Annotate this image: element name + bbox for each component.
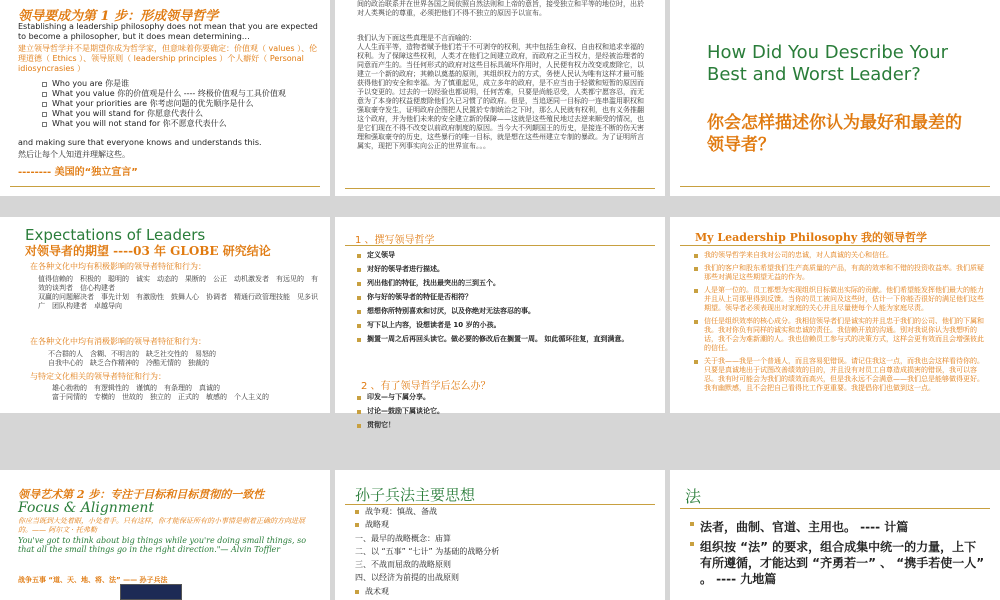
- list-item: What you will stand for 你愿意代表什么: [40, 109, 325, 119]
- slide-expectations-of-leaders: [0, 217, 330, 413]
- strategy-line: 四、以经济为前提的出战原则: [355, 573, 459, 582]
- list-item: 法者，曲制、官道、主用也。 ---- 计篇: [688, 519, 988, 535]
- header-rule: [345, 504, 655, 505]
- list-item: 讨论—鼓励下属谈论它。: [355, 407, 650, 416]
- list-item: 我的领导哲学来自我对公司的忠诚，对人真诚的关心和信任。: [692, 251, 987, 260]
- specific-traits: 雄心勃勃的 有逻辑性的 谨慎的 有条理的 真诚的 富于同情的 专横的 世故的 独立的 正式的 敏感的 个人主义的: [52, 384, 269, 401]
- slide-focus-alignment: [0, 470, 330, 600]
- section-write: 1 、撰写领导哲学: [355, 235, 435, 246]
- slide-my-leadership-philosophy: [670, 217, 1000, 413]
- footer-declaration: -------- 美国的“独立宣言”: [18, 167, 138, 178]
- after-steps-list: [355, 393, 650, 430]
- slide-fa-law: [670, 470, 1000, 600]
- law-list: [688, 519, 988, 587]
- declaration-para-1: 间的政治联系并在世界各国之间依照自然法则和上帝的意旨，接受独立和平等的地位时，出於对人类舆论的尊重，必须把他们不得不独立的原因予以宣布。: [357, 0, 644, 17]
- slide-title: 领导要成为第 1 步：形成领导哲学: [18, 9, 219, 24]
- slide-title: 孙子兵法主要思想: [355, 486, 476, 504]
- section-specific: 与特定文化相关的领导者特征和行为：: [30, 372, 166, 381]
- strategy-line: 三、不战而屈敌的战略原则: [355, 560, 451, 569]
- slide-subtitle: Focus & Alignment: [18, 500, 155, 516]
- footer-rule: [680, 186, 990, 187]
- strategy-lines: [355, 534, 655, 583]
- list-item: 你与好的领导者的特征是否相符？: [355, 293, 650, 302]
- list-item: What you value 你的价值观是什么 ---- 终极价值观与工具价值观: [40, 89, 325, 99]
- strategy-line: 一、最早的战略概念：庙算: [355, 534, 451, 543]
- tactics-list: [353, 587, 653, 597]
- closing-en: and making sure that everyone knows and understands this.: [18, 138, 262, 147]
- list-item: 想想你所特别喜欢和讨厌，以及你绝对无法容忍的事。: [355, 307, 650, 316]
- slide-title: 法: [685, 487, 702, 506]
- footer-rule: [345, 188, 655, 189]
- list-item: 战略观: [353, 520, 653, 530]
- thoughts-list: [353, 507, 653, 533]
- slide-title: My Leadership Philosophy 我的领导哲学: [695, 231, 928, 244]
- list-item: 搁置一周之后再回头读它。做必要的修改后在搁置一周。 如此循环往复，直到满意。: [355, 335, 650, 344]
- section-negative: 在各种文化中均有消极影响的领导者特征和行为：: [30, 337, 206, 346]
- declaration-para-2: 我们认为下面这些真理是不言而喻的： 人人生而平等，造物者赋予他们若干不可剥夺的权利，其中包括生命权、自由权和追求幸福的权利。为了保障这些权利，人类才在他们之间建立政府，而政府之正当权力，是经被治理者的同意而产生的。当任何形式的政府对这些目标具破坏作用时，人民便有权力改变或废除它，以建立一个新的政府；其赖以奠基的原则，其组织权力的方式，务使人民认为唯有这样才最可能获得他们的安全和幸福。为了慎重起见，成立多年的政府，是不应当由于轻微和短暂的原因而予以变更的。过去的一切经验也都说明，任何苦难，只要是尚能忍受，人类都宁愿容忍，而无意为了本身的权益便废除他们久已习惯了的政府。但是，当追逐同一目标的一连串滥用职权和强取豪夺发生，证明政府企图把人民置於专制统治之下时，那么人民就有权利，也有义务推翻这个政府，并为他们未来的安全建立新的保障——这就是这些殖民地过去逆来顺受的情况，也是它们现在不得不改变以前政府制度的原因。当今大不列颠国王的历史，是接连不断的伤天害理和强取豪夺的历史，这些暴行的唯一目标，就是想在这些州建立专制的暴政。为了证明所言属实，现把下列事实向公正的世界宣布。。。: [357, 34, 644, 150]
- list-item: What you will not stand for 你不愿意代表什么: [40, 119, 325, 129]
- footer-rule: [10, 186, 320, 187]
- list-item: 组织按 “法” 的要求，组合成集中统一的力量，上下有所遵循，才能达到 “齐勇若一” 、 “携手若使一人” 。 ---- 九地篇: [688, 539, 988, 587]
- list-item: 信任是组织效率的核心成分。我相信领导者们是诚实的并且忠于我们的公司、他们的下属和我。我对你负有同样的诚实和忠诚的责任。我信赖开放的沟通。别对我说你认为我想听的话，我不会为难新潮的人。我也信赖员工参与式的决策方式，这样会更有效而且会增强彼此的信任。: [692, 317, 987, 353]
- slide-sunzi-thoughts: [335, 470, 665, 600]
- list-item: 列出他们的特征，找出最突出的三到五个。: [355, 279, 650, 288]
- negative-traits: 不合群的人 含糊、不明言的 缺乏社交性的 易怒的 自我中心的 缺乏合作精神的 冷酷无情的 独裁的: [48, 350, 216, 367]
- list-item: 我们的客户和股东希望我们生产高质量的产品，有高的效率和不错的投资收益率。我们质疑那些对满足这些期望无益的作为。: [692, 264, 987, 282]
- list-item: 印发—与下属分享。: [355, 393, 650, 402]
- philosophy-list: [40, 79, 325, 129]
- slide-title-en: Expectations of Leaders: [25, 226, 206, 244]
- header-rule: [680, 508, 990, 509]
- slide-declaration-text: [335, 0, 665, 196]
- intro-en: Establishing a leadership philosophy does not mean that you are expected to become a philosopher, but it does mean determining…: [18, 22, 318, 41]
- positive-traits: 值得信赖的 积极的 聪明的 诚实 动态的 果断的 公正 动机激发者 有远见的 有效的谈判者 信心构建者 双赢的问题解决者 事先计划 有激励性 鼓舞人心 协调者 精通行政管理技能 见多识广 团队构建者 卓越导向: [38, 275, 318, 310]
- list-item: 写下以上内容，设想读者是 10 岁的小孩。: [355, 321, 650, 330]
- slide-title-cn: 你会怎样描述你认为最好和最差的领导者？: [707, 113, 962, 155]
- list-item: What your priorities are 你考虑问题的优先顺序是什么: [40, 99, 325, 109]
- write-steps-list: [355, 251, 650, 344]
- slide-leadership-philosophy-step1: [0, 0, 330, 196]
- list-item: 战术观: [353, 587, 653, 597]
- emblem-image: [120, 584, 182, 600]
- list-item: 人是第一位的。员工都想为实现组织目标做出实际的贡献。他们希望能发挥他们最大的能力并且从上司那里得到反馈。当你的员工被问及这些时，估计一下你能否很好的满足他们这些期望。领导者必须表现出对家庭的关心并且尽量使每个人能为家庭尽责。: [692, 286, 987, 313]
- slide-title-cn: 对领导者的期望 ----03 年 GLOBE 研究结论: [25, 244, 271, 258]
- slide-title: 领导艺术第 2 步：专注于目标和目标贯彻的一致性: [18, 488, 265, 501]
- header-rule: [680, 245, 990, 246]
- list-item: Who you are 你是谁: [40, 79, 325, 89]
- quote-cn: 你应当既到大处着眼，小处着手。只有这样，你才能保证所有的小事情是朝着正确的方向进展的。—— 阿尔文 · 托弗勒: [18, 517, 305, 534]
- section-positive: 在各种文化中均有积极影响的领导者特征和行为：: [30, 262, 206, 271]
- list-item: 定义领导: [355, 251, 650, 260]
- strategy-line: 二、以 “五事” “七计” 为基础的战略分析: [355, 547, 500, 556]
- slide-write-philosophy: [335, 217, 665, 429]
- slide-title-en: How Did You Describe Your Best and Worst Leader?: [707, 42, 949, 85]
- list-item: 关于我——我是一个普通人，而且容易犯错误。请记住我这一点，而我也会这样看待你的。只要是真诚地出于试图改善绩效的目的，并且没有对员工自尊造成损害的错误，我可以容忍。我有时可能会为我们的绩效而高兴，但是我永远不会满意——我们总是能够做得更好。我有幽默感，且不会把自己看得比工作更重要。我提倡你们也做到这一点。: [692, 357, 987, 393]
- closing-cn: 然后让每个人知道并理解这些。: [18, 150, 130, 159]
- intro-cn: 建立领导哲学并不是期望你成为哲学家，但意味着你要确定：价值观（ values ）、伦理道德（ Ethics ）、领导原则（ leadership principles ）个人癖好（ Personal idiosyncrasies ）: [18, 44, 318, 73]
- footer-sunzi: 战争五事 “道、天、地、将、法” —— 孙子兵法: [18, 576, 168, 584]
- section-after: 2 、有了领导哲学后怎么办？: [361, 381, 491, 392]
- list-item: 对好的领导者进行描述。: [355, 265, 650, 274]
- philosophy-points: [692, 251, 987, 411]
- list-item: 贯彻它！: [355, 421, 650, 430]
- list-item: 战争观：慎战、备战: [353, 507, 653, 517]
- slide-best-worst-leader: [670, 0, 1000, 196]
- quote-en: You've got to think about big things while you're doing small things, so that all the small things go in the right direction."— Alvin Toffler: [18, 536, 307, 554]
